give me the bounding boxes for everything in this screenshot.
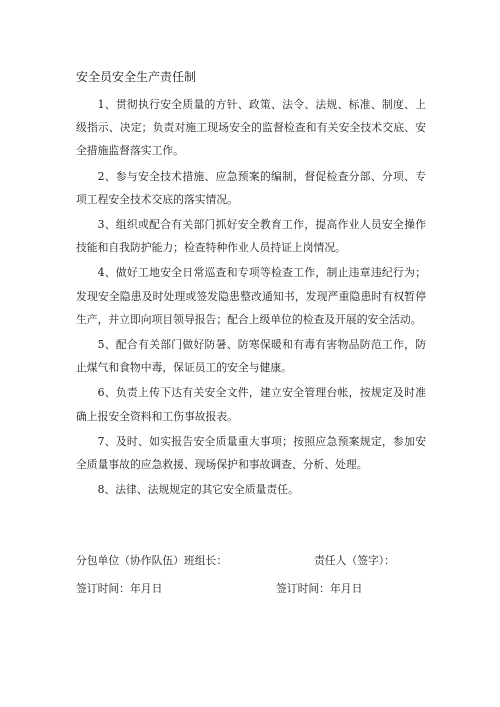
paragraph-1: 1、贯彻执行安全质量的方针、政策、法令、法规、标准、制度、上级指示、决定；负责对施工现场安全的监督检查和有关安全技术交底、安全措施监督落实工作。 bbox=[76, 98, 426, 158]
paragraph-7: 7、及时、如实报告安全质量重大事项；按照应急预案规定，参加安全质量事故的应急救援、现场保护和事故调查、分析、处理。 bbox=[76, 434, 426, 472]
document-body bbox=[76, 93, 426, 503]
paragraph-3: 3、组织或配合有关部门抓好安全教育工作，提高作业人员安全操作技能和自我防护能力；检查特种作业人员持证上岗情况。 bbox=[76, 218, 426, 255]
paragraph-8: 8、法律、法规规定的其它安全质量责任。 bbox=[97, 483, 299, 497]
paragraph-6: 6、负责上传下达有关安全文件，建立安全管理台帐，按规定及时准确上报安全资料和工伤事故报表。 bbox=[76, 386, 426, 423]
subcontractor-signature-label: 分包单位（协作队伍）班组长： bbox=[76, 554, 228, 567]
right-signing-date: 签订时间：年月日 bbox=[276, 582, 363, 595]
paragraph-4: 4、做好工地安全日常巡查和专项等检查工作，制止违章违纪行为；发现安全隐患及时处理或签发隐患整改通知书，发现严重隐患时有权暂停生产，并立即向项目领导报告；配合上级单位的检查及开展的安全活动。 bbox=[76, 266, 426, 326]
left-signing-date: 签订时间：年月日 bbox=[76, 582, 163, 595]
paragraph-5: 5、配合有关部门做好防暑、防寒保暖和有毒有害物品防范工作，防止煤气和食物中毒，保证员工的安全与健康。 bbox=[76, 338, 426, 375]
document-title: 安全员安全生产责任制 bbox=[76, 70, 197, 84]
paragraph-2: 2、参与安全技术措施、应急预案的编制，督促检查分部、分项、专项工程安全技术交底的落实情况。 bbox=[76, 169, 426, 206]
responsible-person-signature-label: 责任人（签字）： bbox=[314, 554, 395, 567]
